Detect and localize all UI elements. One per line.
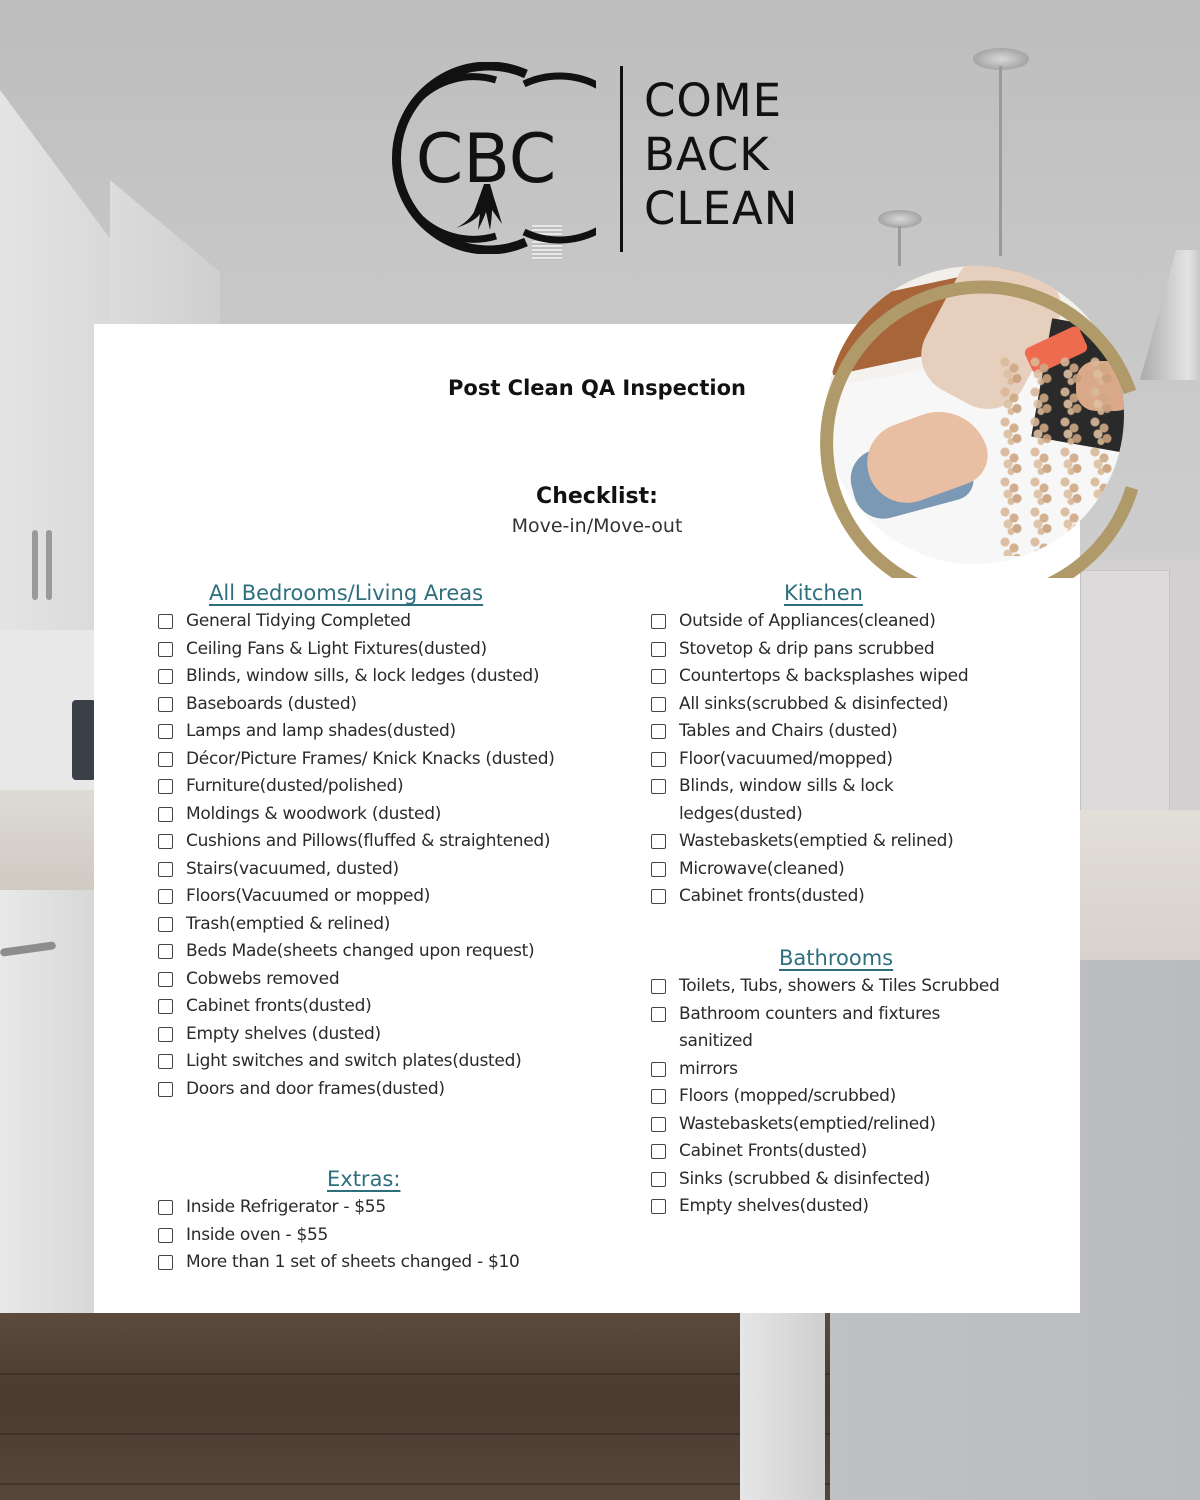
checklist-item[interactable]: Bathroom counters and fixtures sanitized <box>651 1001 1051 1056</box>
checkbox-icon[interactable] <box>158 807 173 822</box>
background-cabinet-handle <box>32 530 38 600</box>
checkbox-icon[interactable] <box>651 862 666 877</box>
checklist-item[interactable]: Inside Refrigerator - $55 <box>158 1194 628 1222</box>
checkbox-icon[interactable] <box>158 862 173 877</box>
logo-divider <box>620 66 623 252</box>
checklist-item[interactable]: Cabinet Fronts(dusted) <box>651 1138 1051 1166</box>
checklist-item[interactable]: Light switches and switch plates(dusted) <box>158 1048 628 1076</box>
checklist-item[interactable]: Wastebaskets(emptied/relined) <box>651 1111 1051 1139</box>
checkbox-icon[interactable] <box>651 642 666 657</box>
checklist-item[interactable]: Empty shelves (dusted) <box>158 1021 628 1049</box>
checklist-item[interactable]: mirrors <box>651 1056 1051 1084</box>
checklist-items <box>158 1194 628 1277</box>
background-cabinet-handle <box>46 530 52 600</box>
checklist-item[interactable]: Wastebaskets(emptied & relined) <box>651 828 1051 856</box>
checklist-item[interactable]: Empty shelves(dusted) <box>651 1193 1051 1221</box>
background-appliance <box>72 700 96 780</box>
checklist-items <box>651 973 1051 1221</box>
section-heading: Bathrooms <box>779 946 894 970</box>
checkbox-icon[interactable] <box>651 1007 666 1022</box>
checkbox-icon[interactable] <box>651 779 666 794</box>
checklist-item[interactable]: Outside of Appliances(cleaned) <box>651 608 1051 636</box>
checklist-item[interactable]: Stovetop & drip pans scrubbed <box>651 636 1051 664</box>
section-kitchen <box>651 578 1051 911</box>
checklist-item[interactable]: Stairs(vacuumed, dusted) <box>158 856 628 884</box>
section-bathrooms <box>651 943 1051 1221</box>
checkbox-icon[interactable] <box>158 724 173 739</box>
checkbox-icon[interactable] <box>651 1062 666 1077</box>
checkbox-icon[interactable] <box>158 889 173 904</box>
background-lower-cabinet <box>0 890 100 1370</box>
checkbox-icon[interactable] <box>651 697 666 712</box>
section-heading: Kitchen <box>784 581 863 605</box>
svg-text:CBC: CBC <box>415 120 557 199</box>
checklist-item[interactable]: Moldings & woodwork (dusted) <box>158 801 628 829</box>
section-heading: Extras: <box>327 1167 401 1191</box>
checkbox-icon[interactable] <box>158 999 173 1014</box>
checkbox-icon[interactable] <box>158 1200 173 1215</box>
background-countertop <box>0 790 100 890</box>
checklist-item[interactable]: Blinds, window sills, & lock ledges (dusted) <box>158 663 628 691</box>
gold-ring-icon <box>812 252 1138 578</box>
checklist-item[interactable]: Microwave(cleaned) <box>651 856 1051 884</box>
checkbox-icon[interactable] <box>158 1054 173 1069</box>
checklist-items <box>158 608 628 1103</box>
checklist-item[interactable]: Floors (mopped/scrubbed) <box>651 1083 1051 1111</box>
checkbox-icon[interactable] <box>158 834 173 849</box>
checkbox-icon[interactable] <box>651 1117 666 1132</box>
pendant-rod <box>999 66 1002 256</box>
checkbox-icon[interactable] <box>651 614 666 629</box>
checklist-item[interactable]: Ceiling Fans & Light Fixtures(dusted) <box>158 636 628 664</box>
checklist-item[interactable]: Beds Made(sheets changed upon request) <box>158 938 628 966</box>
checkbox-icon[interactable] <box>651 724 666 739</box>
checkbox-icon[interactable] <box>651 834 666 849</box>
checklist-item[interactable]: Toilets, Tubs, showers & Tiles Scrubbed <box>651 973 1051 1001</box>
background-door <box>1080 570 1170 815</box>
wordmark-line: BACK <box>644 128 770 181</box>
checkbox-icon[interactable] <box>158 614 173 629</box>
document-title: Post Clean QA Inspection <box>448 376 746 400</box>
checklist-subtitle: Move-in/Move-out <box>511 515 683 537</box>
section-heading: All Bedrooms/Living Areas <box>209 581 484 605</box>
checkbox-icon[interactable] <box>651 979 666 994</box>
checkbox-icon[interactable] <box>651 669 666 684</box>
checkbox-icon[interactable] <box>158 1228 173 1243</box>
checklist-item[interactable]: Cobwebs removed <box>158 966 628 994</box>
checklist-item[interactable]: Trash(emptied & relined) <box>158 911 628 939</box>
checklist-item[interactable]: All sinks(scrubbed & disinfected) <box>651 691 1051 719</box>
checklist-item[interactable]: Cabinet fronts(dusted) <box>651 883 1051 911</box>
wordmark-line: COME <box>644 74 783 127</box>
checklist-item[interactable]: Lamps and lamp shades(dusted) <box>158 718 628 746</box>
checkbox-icon[interactable] <box>158 1082 173 1097</box>
section-bedrooms-living-areas <box>158 578 628 1103</box>
checkbox-icon[interactable] <box>158 779 173 794</box>
checkbox-icon[interactable] <box>158 972 173 987</box>
background-countertop <box>1080 810 1200 960</box>
checklist-item[interactable]: Inside oven - $55 <box>158 1222 628 1250</box>
checklist-item[interactable]: Cabinet fronts(dusted) <box>158 993 628 1021</box>
checkbox-icon[interactable] <box>158 1255 173 1270</box>
checklist-item[interactable]: Doors and door frames(dusted) <box>158 1076 628 1104</box>
checkbox-icon[interactable] <box>158 642 173 657</box>
brand-wordmark <box>644 74 798 236</box>
checklist-item[interactable]: General Tidying Completed <box>158 608 628 636</box>
checklist-title: Checklist: <box>536 484 658 509</box>
checkbox-icon[interactable] <box>651 1144 666 1159</box>
checklist-item[interactable]: Blinds, window sills & lock ledges(dusted) <box>651 773 1051 828</box>
checkbox-icon[interactable] <box>651 1172 666 1187</box>
cbc-broom-circle-logo-icon <box>376 62 596 254</box>
checklist-item[interactable]: Floor(vacuumed/mopped) <box>651 746 1051 774</box>
checklist-items <box>651 608 1051 911</box>
checklist-item[interactable]: Tables and Chairs (dusted) <box>651 718 1051 746</box>
checkbox-icon[interactable] <box>651 752 666 767</box>
checkbox-icon[interactable] <box>158 917 173 932</box>
checkbox-icon[interactable] <box>158 697 173 712</box>
background-wood-floor <box>0 1313 830 1500</box>
checklist-item[interactable]: Floors(Vacuumed or mopped) <box>158 883 628 911</box>
checklist-item[interactable]: Décor/Picture Frames/ Knick Knacks (dusted) <box>158 746 628 774</box>
checklist-item[interactable]: More than 1 set of sheets changed - $10 <box>158 1249 628 1277</box>
checklist-item[interactable]: Baseboards (dusted) <box>158 691 628 719</box>
checklist-item[interactable]: Countertops & backsplashes wiped <box>651 663 1051 691</box>
checkbox-icon[interactable] <box>651 1089 666 1104</box>
section-extras <box>158 1164 628 1277</box>
checkbox-icon[interactable] <box>651 889 666 904</box>
checkbox-icon[interactable] <box>158 1027 173 1042</box>
background-cabinet-edge <box>740 1313 825 1500</box>
checklist-item[interactable]: Cushions and Pillows(fluffed & straightened) <box>158 828 628 856</box>
checkbox-icon[interactable] <box>158 944 173 959</box>
wordmark-line: CLEAN <box>644 182 799 235</box>
checkbox-icon[interactable] <box>158 752 173 767</box>
cleaning-photo <box>812 252 1138 578</box>
brand-logo <box>376 62 806 254</box>
checkbox-icon[interactable] <box>158 669 173 684</box>
checklist-item[interactable]: Furniture(dusted/polished) <box>158 773 628 801</box>
checkbox-icon[interactable] <box>651 1199 666 1214</box>
checklist-item[interactable]: Sinks (scrubbed & disinfected) <box>651 1166 1051 1194</box>
